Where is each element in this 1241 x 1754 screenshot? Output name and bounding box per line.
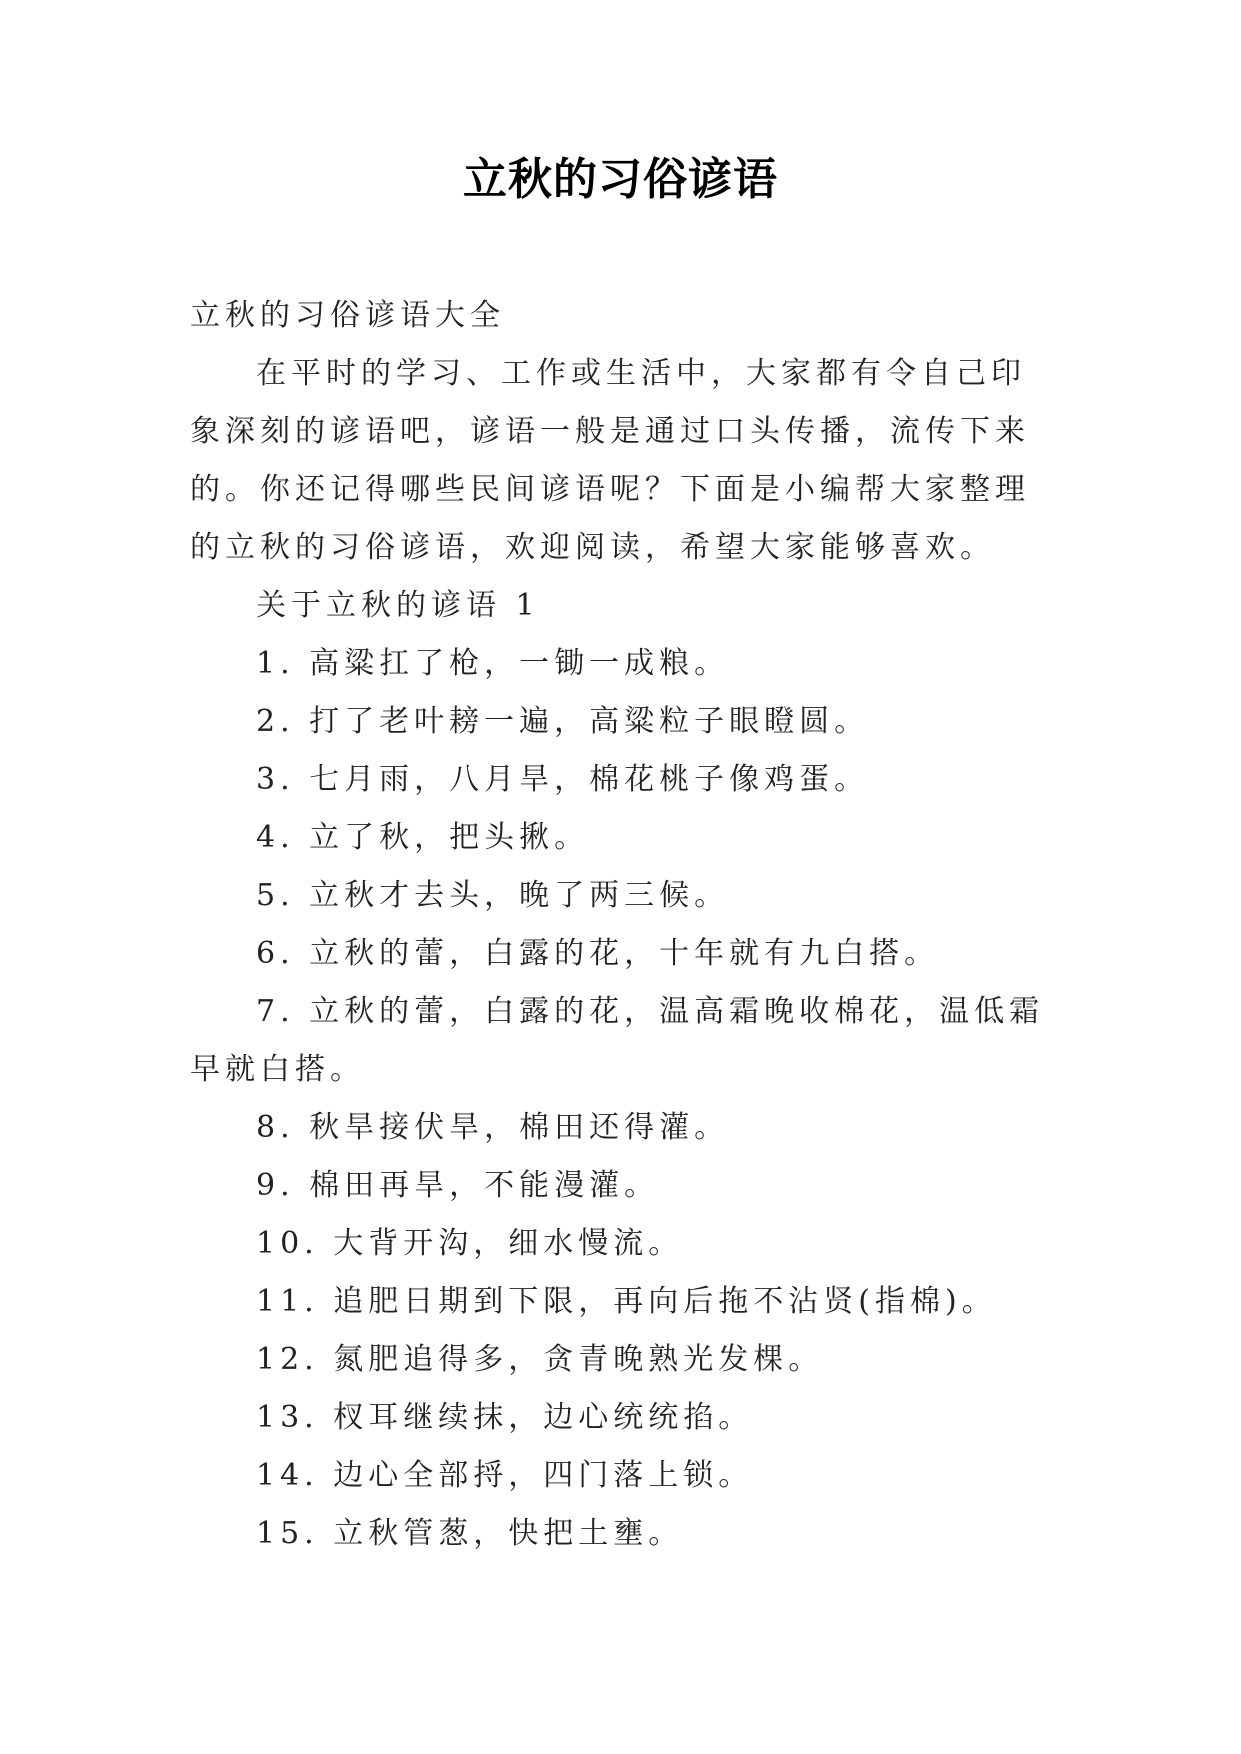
list-item: 11. 追肥日期到下限，再向后拖不沾贤(指棉)。: [256, 1284, 997, 1319]
list-item: 5. 立秋才去头，晚了两三候。: [256, 878, 730, 913]
list-item: 10. 大背开沟，细水慢流。: [256, 1226, 684, 1261]
list-item: 13. 杈耳继续抹，边心统统掐。: [256, 1400, 754, 1435]
list-item: 4. 立了秋，把头揪。: [256, 820, 590, 855]
list-item: 1. 高粱扛了枪，一锄一成粮。: [256, 646, 730, 681]
list-item: 15. 立秋管葱，快把土壅。: [256, 1516, 684, 1551]
list-item: 7. 立秋的蕾，白露的花，温高霜晚收棉花，温低霜早就白搭。: [190, 994, 1045, 1087]
list-item: 2. 打了老叶耪一遍，高粱粒子眼瞪圆。: [256, 704, 870, 739]
list-item: 6. 立秋的蕾，白露的花，十年就有九白搭。: [256, 936, 940, 971]
list-item: 9. 棉田再旱，不能漫灌。: [256, 1168, 660, 1203]
document-subtitle: 立秋的习俗谚语大全: [190, 298, 505, 333]
proverb-list: [190, 577, 1050, 1563]
section-heading: 关于立秋的谚语 1: [256, 588, 540, 623]
document-title: 立秋的习俗谚语: [463, 154, 778, 205]
list-item: 8. 秋旱接伏旱，棉田还得灌。: [256, 1110, 730, 1145]
list-item: 14. 边心全部捋，四门落上锁。: [256, 1458, 754, 1493]
intro-paragraph: 在平时的学习、工作或生活中，大家都有令自己印象深刻的谚语吧，谚语一般是通过口头传播，流传下来的。你还记得哪些民间谚语呢？下面是小编帮大家整理的立秋的习俗谚语，欢迎阅读，希望大家能够喜欢。: [190, 356, 1030, 565]
list-item: 3. 七月雨，八月旱，棉花桃子像鸡蛋。: [256, 762, 870, 797]
list-item: 12. 氮肥追得多，贪青晚熟光发棵。: [256, 1342, 824, 1377]
